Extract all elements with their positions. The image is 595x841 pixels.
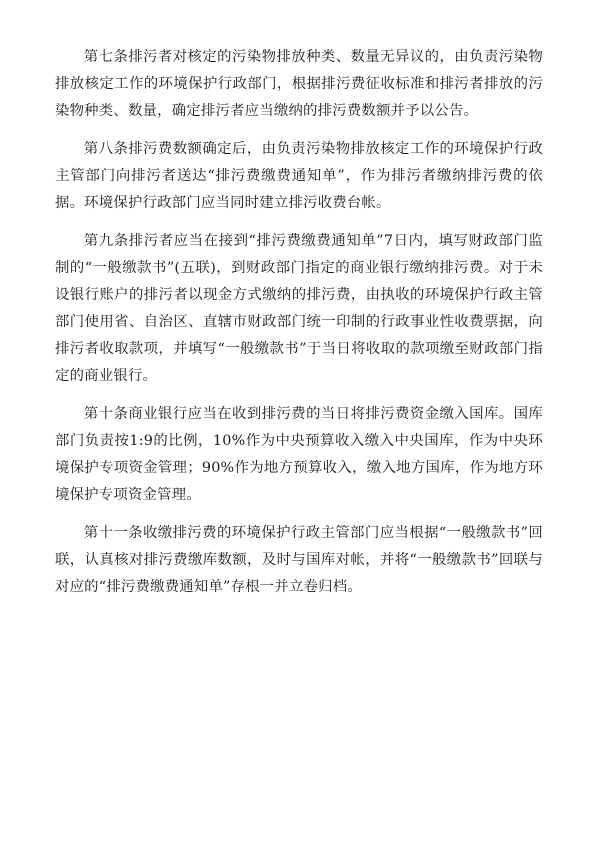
article-9-paragraph: 第九条排污者应当在接到“排污费缴费通知单”7日内，填写财政部门监制的“一般缴款书”(五联)，到财政部门指定的商业银行缴纳排污费。对于未设银行账户的排污者以现金方式缴纳的排污费，由执收的环境保护行政主管部门使用省、自治区、直辖市财政部门统一印制的行政事业性收费票据，向排污者收取款项，并填写“一般缴款书”于当日将收取的款项缴至财政部门指定的商业银行。 bbox=[55, 233, 543, 384]
article-10-paragraph: 第十条商业银行应当在收到排污费的当日将排污费资金缴入国库。国库部门负责按1:9的比例，10%作为中央预算收入缴入中央国库，作为中央环境保护专项资金管理；90%作为地方预算收入，缴入地方国库，作为地方环境保护专项资金管理。 bbox=[55, 406, 543, 503]
document-body bbox=[55, 44, 543, 612]
article-7-paragraph: 第七条排污者对核定的污染物排放种类、数量无异议的，由负责污染物排放核定工作的环境保护行政部门，根据排污费征收标准和排污者排放的污染物种类、数量，确定排污者应当缴纳的排污费数额并予以公告。 bbox=[55, 49, 543, 119]
article-11-paragraph: 第十一条收缴排污费的环境保护行政主管部门应当根据“一般缴款书”回联，认真核对排污费缴库数额，及时与国库对帐，并将“一般缴款书”回联与对应的“排污费缴费通知单”存根一并立卷归档。 bbox=[55, 525, 543, 595]
article-8-paragraph: 第八条排污费数额确定后，由负责污染物排放核定工作的环境保护行政主管部门向排污者送达“排污费缴费通知单”，作为排污者缴纳排污费的依据。环境保护行政部门应当同时建立排污收费台帐。 bbox=[55, 141, 543, 211]
